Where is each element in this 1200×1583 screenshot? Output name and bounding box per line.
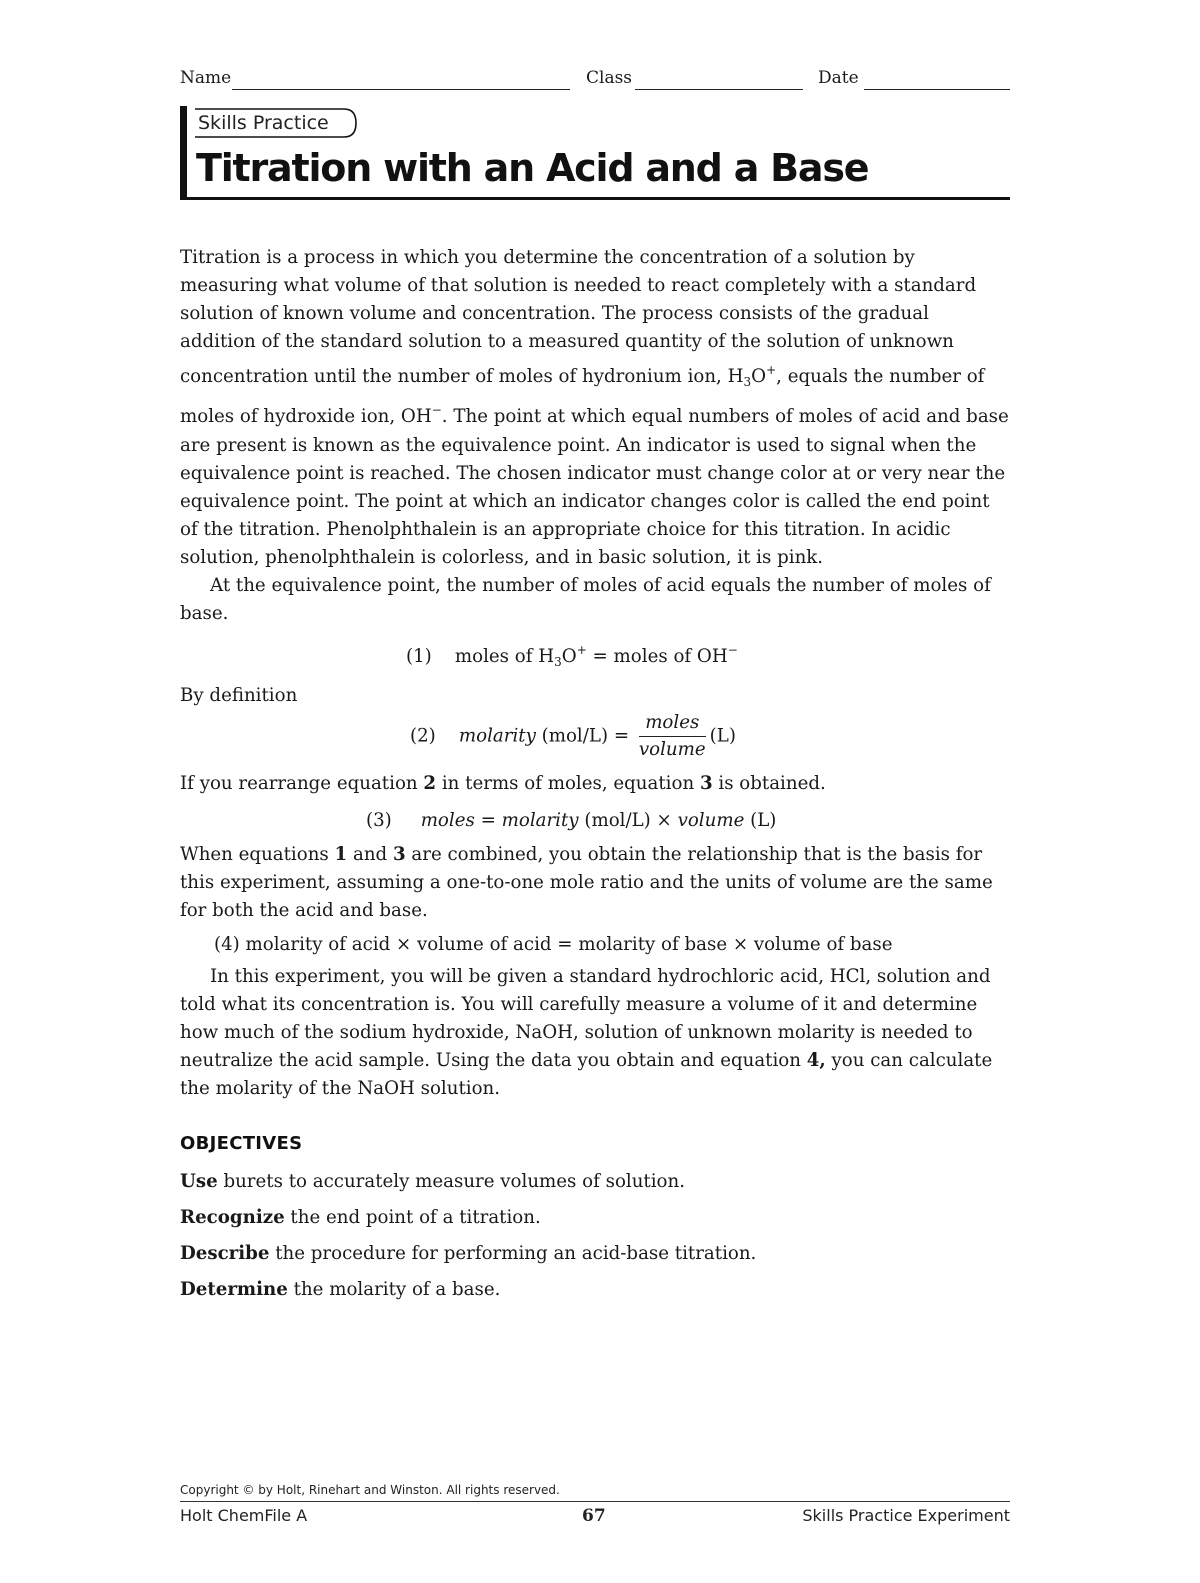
date-label: Date [818,68,859,88]
student-info-header [180,68,1010,94]
experiment-paragraph: In this experiment, you will be given a standard hydrochloric acid, HCl, solution and told what its concentration is. You will carefully measure a volume of it and determine how much of the sodium hydroxide, NaOH, solution of unknown molarity is needed to neutralize the acid sample. Using the data you obtain and equation 4, you can calculate the molarity of the NaOH solution. [180,965,993,1100]
name-label: Name [180,68,232,88]
equation-1: (1) moles of $H_3O^+$ = moles of OH− [406,643,738,670]
objective-item: Determine the molarity of a base. [180,1279,501,1300]
intro-paragraph: Titration is a process in which you determine the concentration of a solution by measuring what volume of that solution is needed to react completely with a standard solution of known volume and concentration. The process consists of the gradual addition of the standard solution to a measured quantity of the solution of unknown concentration until the number of moles of hydronium ion, $H_3O^+$, equals the number of moles of hydroxide ion, OH−. The point at which equal numbers of moles of acid and base are present is known as the equivalence point. An indicator is used to signal when the equivalence point is reached. The chosen indicator must change color at or very near the equivalence point. The point at which an indicator changes color is called the end point of the titration. Phenolphthalein is an appropriate choice for this titration. In acidic solution, phenolphthalein is colorless, and in basic solution, it is pink. [180,247,1009,568]
name-field-line [232,89,570,90]
class-label: Class [586,68,633,88]
title-block [180,106,1010,200]
page-number: 67 [582,1506,606,1526]
combine-text: When equations 1 and 3 are combined, you obtain the relationship that is the basis for this experiment, assuming a one-to-one mole ratio and the units of volume are the same for both the acid and base. [180,843,993,921]
footer-rule [180,1501,1010,1502]
title-rule-horizontal [180,197,1010,200]
date-field-line [864,89,1010,90]
title-rule-vertical [180,106,187,200]
equation-3: (3) moles = molarity (mol/L) × volume (L) [366,809,777,831]
by-definition-text: By definition [180,685,298,707]
copyright-notice: Copyright © by Holt, Rinehart and Winston. All rights reserved. [180,1483,560,1497]
body-text [180,244,1010,1103]
moles-over-volume-fraction: $\frac{\text{moles}}{\text{volume}}$ [638,712,706,761]
footer-section-title: Skills Practice Experiment [802,1506,1010,1525]
objective-item: Recognize the end point of a titration. [180,1207,541,1228]
footer-book-title: Holt ChemFile A [180,1506,308,1525]
objective-item: Describe the procedure for performing an acid-base titration. [180,1243,757,1264]
objectives-heading: OBJECTIVES [180,1133,303,1154]
objective-item: Use burets to accurately measure volumes of solution. [180,1171,686,1192]
class-field-line [635,89,803,90]
equation-4: (4) molarity of acid × volume of acid = molarity of base × volume of base [214,933,893,955]
objectives-list [180,1168,1010,1312]
equation-2: (2) molarity (mol/L) = $\frac{\text{moles}}{\text{volume}}$ (L) [180,710,1010,770]
rearrange-text: If you rearrange equation 2 in terms of moles, equation 3 is obtained. [180,773,826,795]
section-tag: Skills Practice [198,112,329,134]
page-title: Titration with an Acid and a Base [196,146,869,190]
equivalence-paragraph: At the equivalence point, the number of moles of acid equals the number of moles of base. [180,575,991,625]
